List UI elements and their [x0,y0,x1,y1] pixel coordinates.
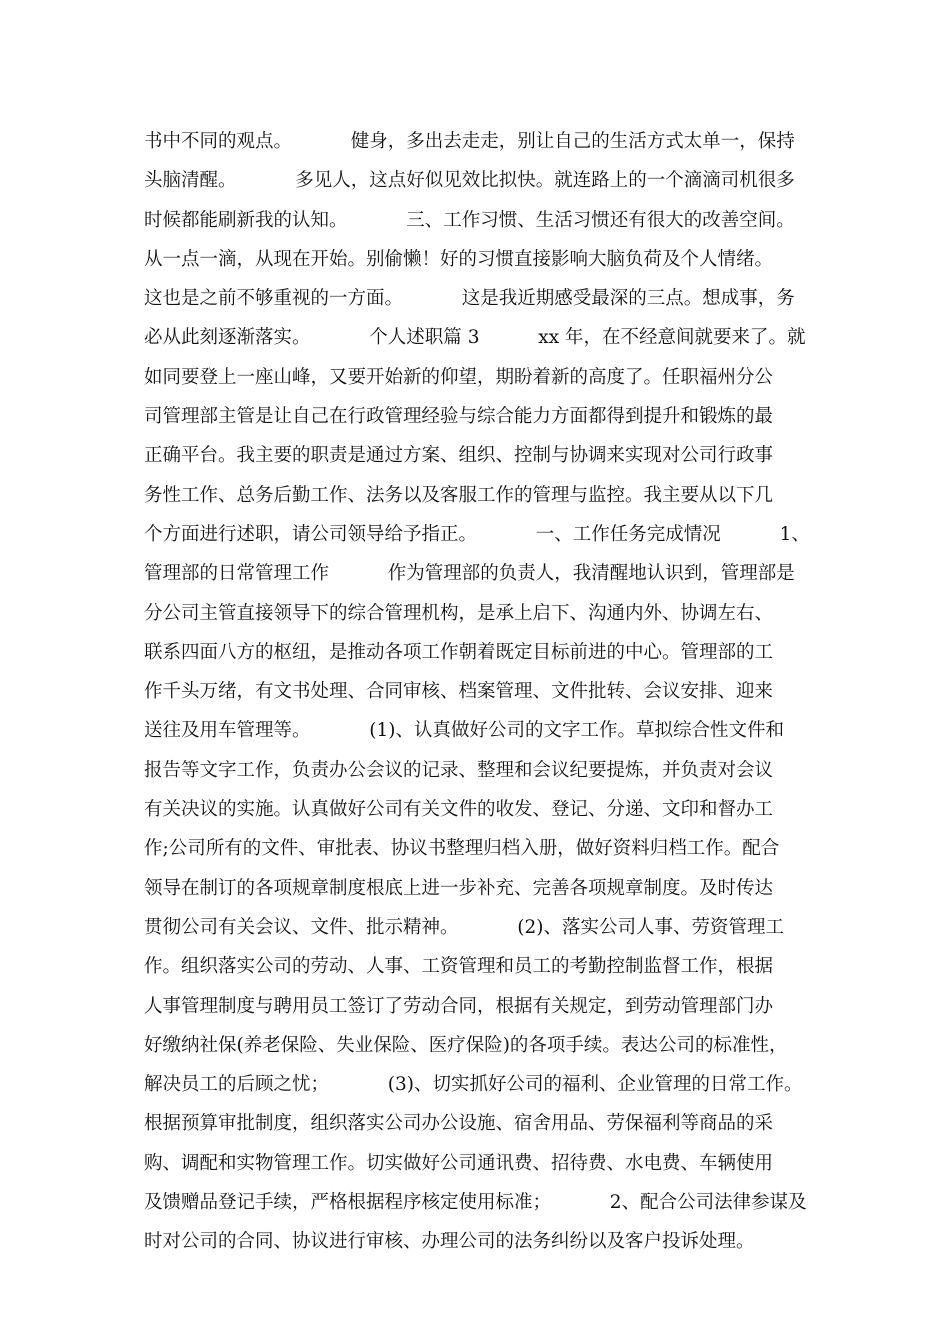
text-line: 务性工作、总务后勤工作、法务以及客服工作的管理与监控。我主要从以下几 [144,484,774,506]
text-line: 领导在制订的各项规章制度根底上进一步补充、完善各项规章制度。及时传达 [144,877,774,899]
text-line: 从一点一滴，从现在开始。别偷懒！好的习惯直接影响大脑负荷及个人情绪。 [144,248,774,270]
text-line: 作;公司所有的文件、审批表、协议书整理归档入册，做好资料归档工作。配合 [144,838,780,860]
text-line: 报告等文字工作，负责办公会议的记录、整理和会议纪要提炼，并负责对会议 [144,759,774,781]
text-line: 这也是之前不够重视的一方面。 这是我近期感受最深的三点。想成事，务 [144,288,795,310]
text-line: 管理部的日常管理工作 作为管理部的负责人，我清醒地认识到，管理部是 [144,563,795,585]
text-line: 人事管理制度与聘用员工签订了劳动合同，根据有关规定，到劳动管理部门办 [144,995,774,1017]
text-line: 联系四面八方的枢纽，是推动各项工作朝着既定目标前进的中心。管理部的工 [144,641,774,663]
text-line: 根据预算审批制度，组织落实公司办公设施、宿舍用品、劳保福利等商品的采 [144,1113,774,1135]
body-text [144,122,824,1262]
text-line: 时候都能刷新我的认知。 三、工作习惯、生活习惯还有很大的改善空间。 [144,209,795,231]
text-line: 个方面进行述职，请公司领导给予指正。 一、工作任务完成情况 1、 [144,523,810,545]
text-line: 必从此刻逐渐落实。 个人述职篇 3 xx 年，在不经意间就要来了。就 [144,327,806,349]
text-line: 分公司主管直接领导下的综合管理机构，是承上启下、沟通内外、协调左右、 [144,602,774,624]
text-line: 有关决议的实施。认真做好公司有关文件的收发、登记、分递、文印和督办工 [144,799,774,821]
text-line: 贯彻公司有关会议、文件、批示精神。 (2)、落实公司人事、劳资管理工 [144,916,785,938]
text-line: 书中不同的观点。 健身，多出去走走，别让自己的生活方式太单一，保持 [144,131,795,152]
text-line: 作。组织落实公司的劳动、人事、工资管理和员工的考勤控制监督工作，根据 [144,956,774,978]
text-line: 司管理部主管是让自己在行政管理经验与综合能力方面都得到提升和锻炼的最 [144,406,774,428]
text-line: 送往及用车管理等。 (1)、认真做好公司的文字工作。草拟综合性文件和 [144,720,785,742]
text-line: 好缴纳社保(养老保险、失业保险、医疗保险)的各项手续。表达公司的标准性， [144,1034,788,1056]
text-line: 及馈赠品登记手续，严格根据程序核定使用标准； 2、配合公司法律参谋及 [144,1192,807,1214]
text-line: 正确平台。我主要的职责是通过方案、组织、控制与协调来实现对公司行政事 [144,445,774,467]
text-line: 解决员工的后顾之忧； (3)、切实抓好公司的福利、企业管理的日常工作。 [144,1074,803,1096]
text-line: 时对公司的合同、协议进行审核、办理公司的法务纠纷以及客户投诉处理。 [144,1231,755,1253]
text-line: 购、调配和实物管理工作。切实做好公司通讯费、招待费、水电费、车辆使用 [144,1152,774,1174]
text-line: 作千头万绪，有文书处理、合同审核、档案管理、文件批转、会议安排、迎来 [144,681,774,703]
text-line: 头脑清醒。 多见人，这点好似见效比拟快。就连路上的一个滴滴司机很多 [144,170,795,192]
text-line: 如同要登上一座山峰，又要开始新的仰望，期盼着新的高度了。任职福州分公 [144,366,774,388]
